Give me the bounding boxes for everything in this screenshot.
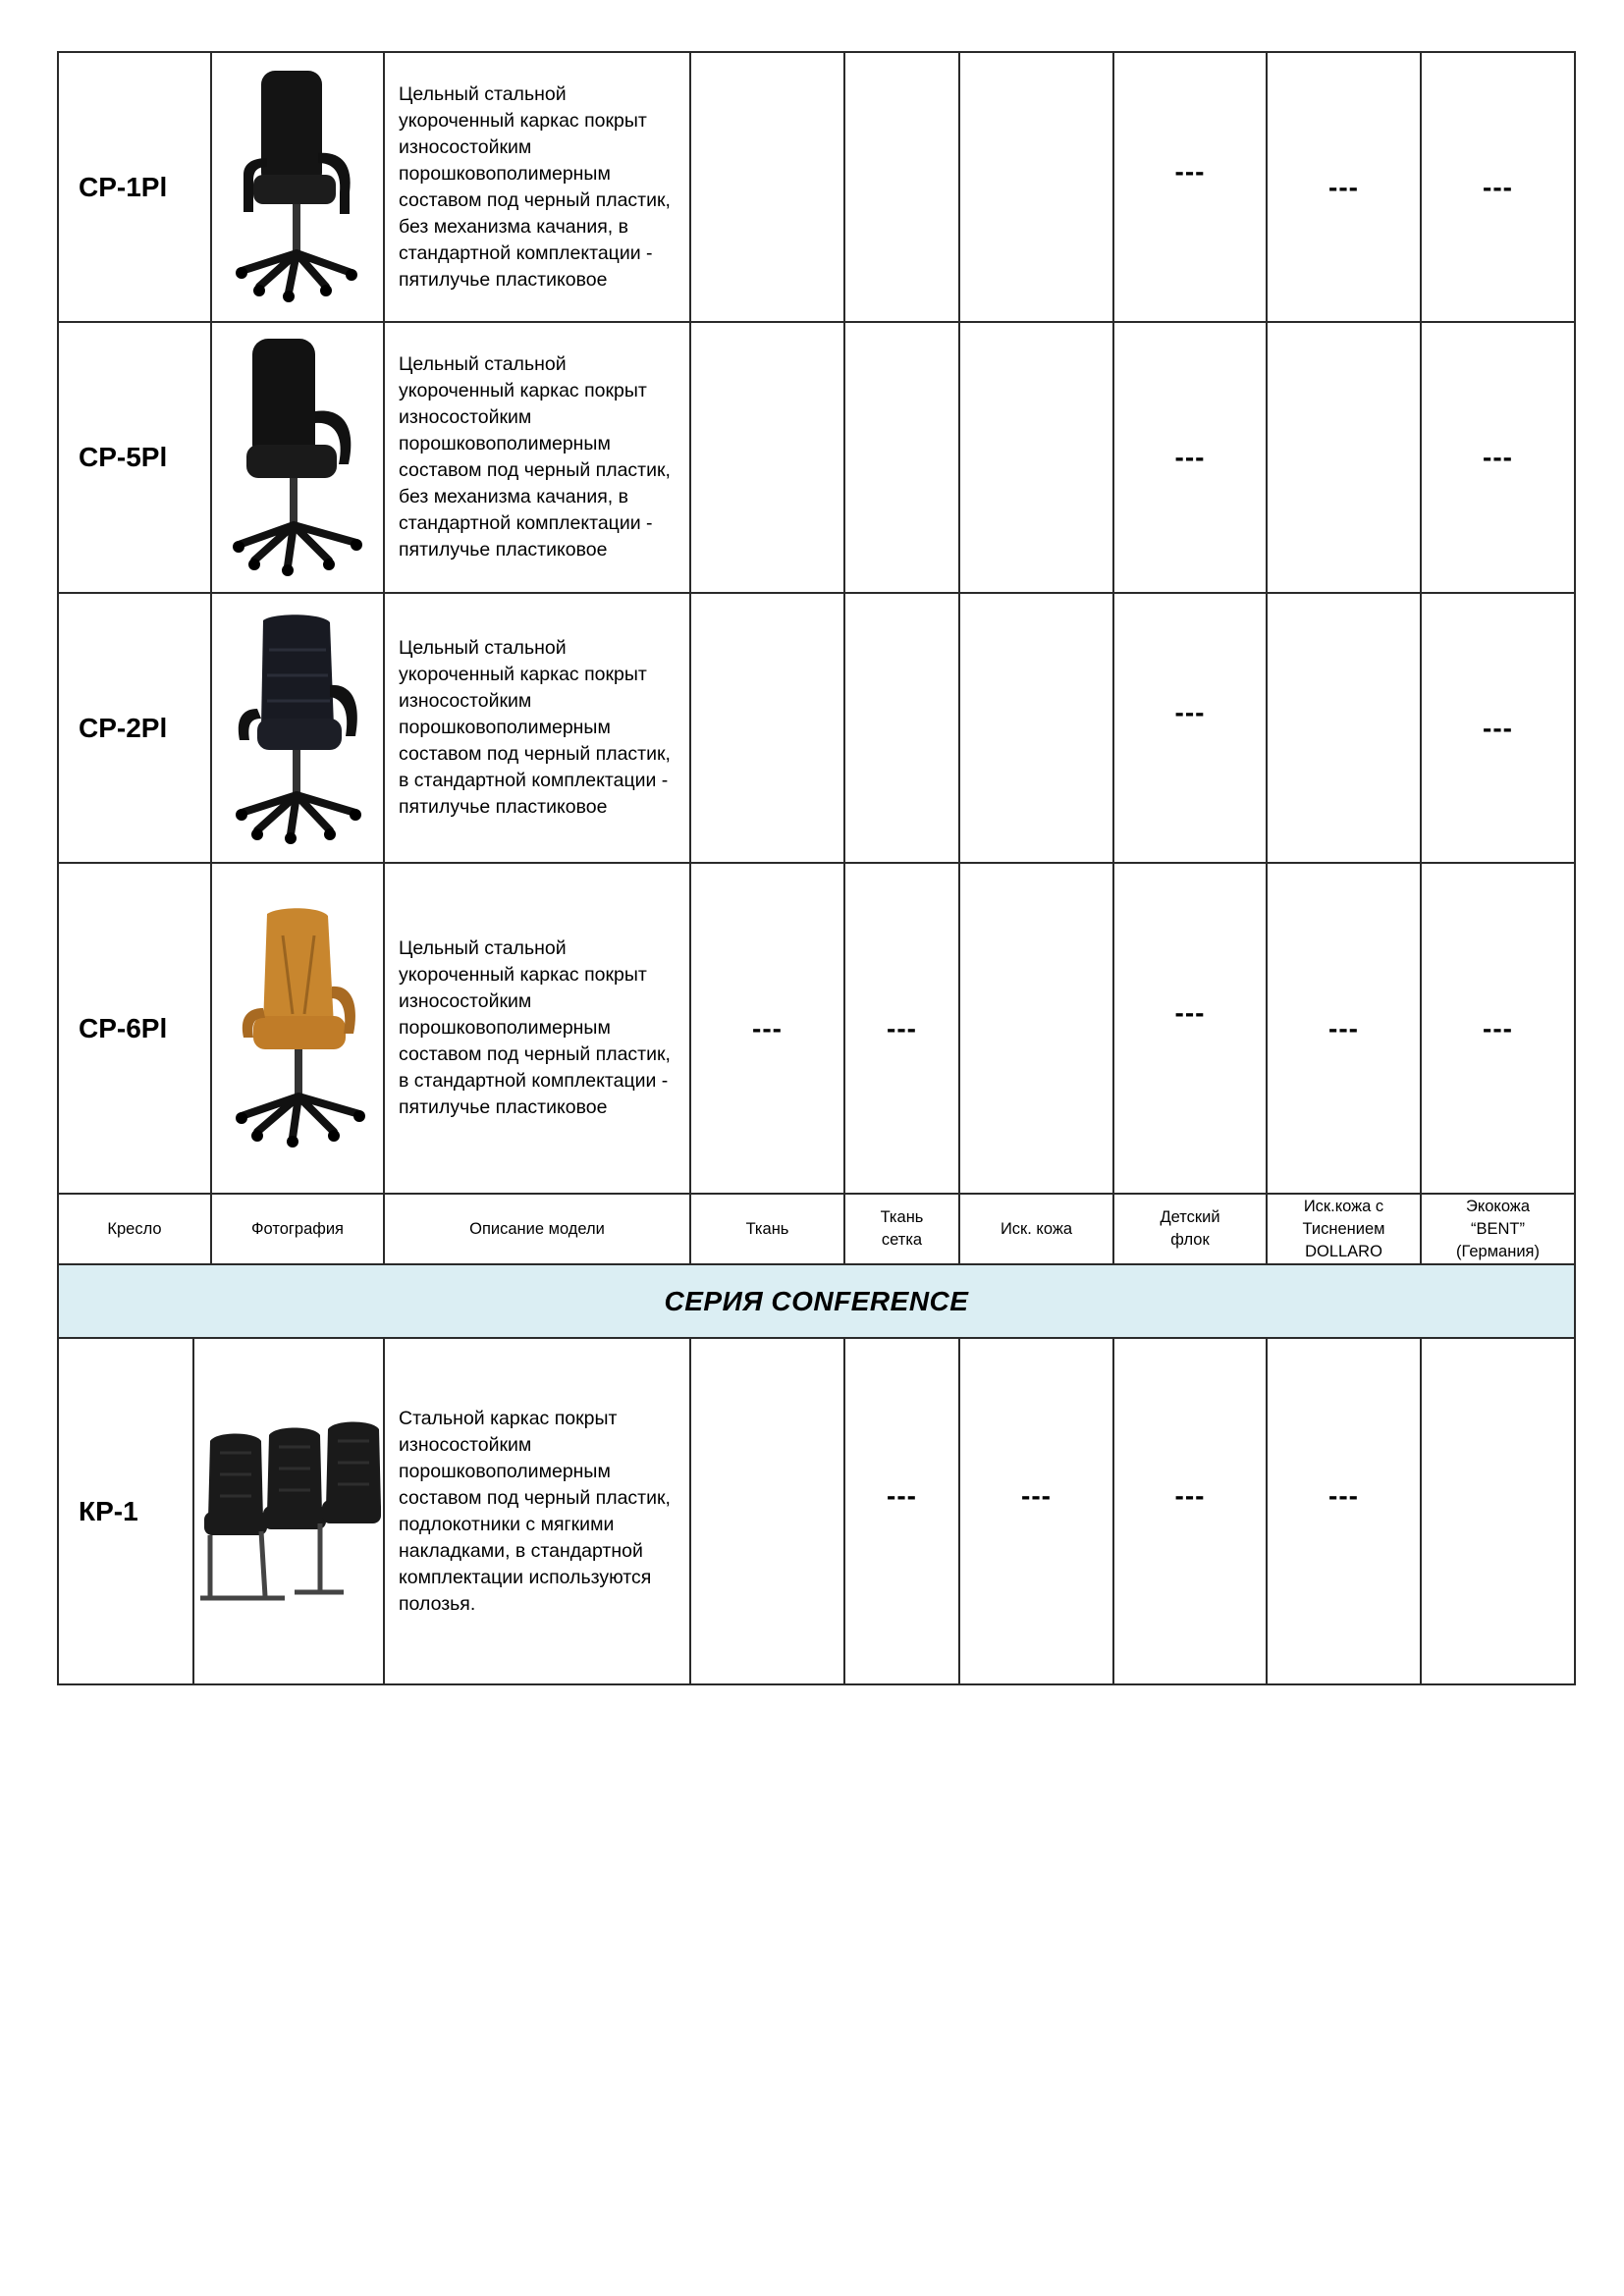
header-photo: Фотография (211, 1194, 384, 1264)
model-name: CP-1Pl (58, 52, 211, 322)
mesh-cell (844, 593, 959, 863)
ecoleather-cell: --- (1421, 593, 1575, 863)
table-row (58, 52, 1575, 322)
ecoleather-cell (1421, 1338, 1575, 1684)
series-title: СЕРИЯ CONFERENCE (58, 1264, 1575, 1338)
model-name: CP-6Pl (58, 863, 211, 1194)
flock-cell (1113, 52, 1267, 322)
dollaro-value: --- (1328, 1479, 1359, 1511)
table-row (58, 1338, 1575, 1684)
leather-value: --- (1021, 1479, 1052, 1511)
header-fabric: Ткань (690, 1194, 844, 1264)
flock-cell (1113, 1338, 1267, 1684)
chair-photo (211, 593, 384, 863)
dollaro-cell: --- (1267, 863, 1421, 1194)
mesh-cell: --- (844, 863, 959, 1194)
dollaro-cell (1267, 593, 1421, 863)
fabric-cell: --- (690, 863, 844, 1194)
header-mesh (844, 1194, 959, 1264)
header-mesh-line1: Ткань (880, 1208, 924, 1226)
dollaro-cell (1267, 1338, 1421, 1684)
header-eco-line3: (Германия) (1456, 1242, 1540, 1260)
dollaro-cell: --- (1267, 52, 1421, 322)
header-flock (1113, 1194, 1267, 1264)
flock-value: --- (1174, 696, 1206, 727)
model-name: КР-1 (79, 1495, 138, 1526)
ecoleather-cell: --- (1421, 322, 1575, 593)
model-name: CP-2Pl (58, 593, 211, 863)
leather-cell (959, 593, 1113, 863)
leather-cell (959, 863, 1113, 1194)
header-flock-line1: Детский (1160, 1208, 1220, 1226)
model-name: CP-5Pl (58, 322, 211, 593)
ecoleather-cell: --- (1421, 863, 1575, 1194)
mesh-cell (844, 52, 959, 322)
table-row (58, 322, 1575, 593)
dollaro-cell (1267, 322, 1421, 593)
series-band (58, 1264, 1575, 1338)
conference-model-wrapper (59, 1339, 383, 1683)
mesh-value: --- (887, 1479, 917, 1511)
header-leather: Иск. кожа (959, 1194, 1113, 1264)
leather-cell (959, 322, 1113, 593)
chair-photo (211, 863, 384, 1194)
header-mesh-line2: сетка (881, 1231, 923, 1249)
model-description: Стальной каркас покрыт износостойким порошковополимерным составом под черный пластик, подлокотники с мягкими накладками, в стандартной комплектации используются полозья. (384, 1338, 690, 1684)
chair-photo (194, 1414, 383, 1610)
header-dollaro-line3: DOLLARO (1305, 1242, 1382, 1260)
conference-chair-row-icon (196, 1414, 381, 1610)
header-eco-line2: “BENT” (1471, 1219, 1525, 1238)
price-table (57, 51, 1576, 1685)
office-chair-black-icon (224, 65, 371, 310)
header-eco-line1: Экокожа (1465, 1197, 1531, 1215)
mesh-cell (844, 322, 959, 593)
chair-photo (211, 52, 384, 322)
leather-cell (959, 1338, 1113, 1684)
header-description: Описание модели (384, 1194, 690, 1264)
flock-value: --- (1174, 155, 1206, 187)
header-dollaro (1267, 1194, 1421, 1264)
chair-photo (211, 322, 384, 593)
table-row (58, 593, 1575, 863)
flock-value: --- (1174, 1479, 1206, 1511)
office-chair-tan-icon (224, 906, 371, 1151)
header-ecoleather (1421, 1194, 1575, 1264)
model-description: Цельный стальной укороченный каркас покрыт износостойким порошковополимерным составом под черный пластик, без механизма качания, в стандартной комплектации - пятилучье пластиковое (384, 52, 690, 322)
header-dollaro-line2: Тиснением (1302, 1219, 1385, 1238)
fabric-cell (690, 593, 844, 863)
office-chair-black-icon (219, 335, 376, 580)
model-description: Цельный стальной укороченный каркас покрыт износостойким порошковополимерным составом под черный пластик, в стандартной комплектации - пятилучье пластиковое (384, 593, 690, 863)
conference-model-photo-cell (58, 1338, 384, 1684)
fabric-cell (690, 1338, 844, 1684)
header-flock-line2: флок (1170, 1231, 1210, 1249)
fabric-cell (690, 322, 844, 593)
column-header-row (58, 1194, 1575, 1264)
leather-cell (959, 52, 1113, 322)
fabric-cell (690, 52, 844, 322)
header-chair: Кресло (58, 1194, 211, 1264)
flock-value: --- (1174, 996, 1206, 1028)
header-dollaro-line1: Иск.кожа с (1303, 1197, 1384, 1215)
model-description: Цельный стальной укороченный каркас покрыт износостойким порошковополимерным составом под черный пластик, без механизма качания, в стандартной комплектации - пятилучье пластиковое (384, 322, 690, 593)
flock-cell (1113, 863, 1267, 1194)
flock-cell: --- (1113, 322, 1267, 593)
mesh-cell (844, 1338, 959, 1684)
flock-cell (1113, 593, 1267, 863)
model-description: Цельный стальной укороченный каркас покрыт износостойким порошковополимерным составом под черный пластик, в стандартной комплектации - пятилучье пластиковое (384, 863, 690, 1194)
table-row (58, 863, 1575, 1194)
office-chair-black-icon (224, 611, 371, 846)
ecoleather-cell: --- (1421, 52, 1575, 322)
